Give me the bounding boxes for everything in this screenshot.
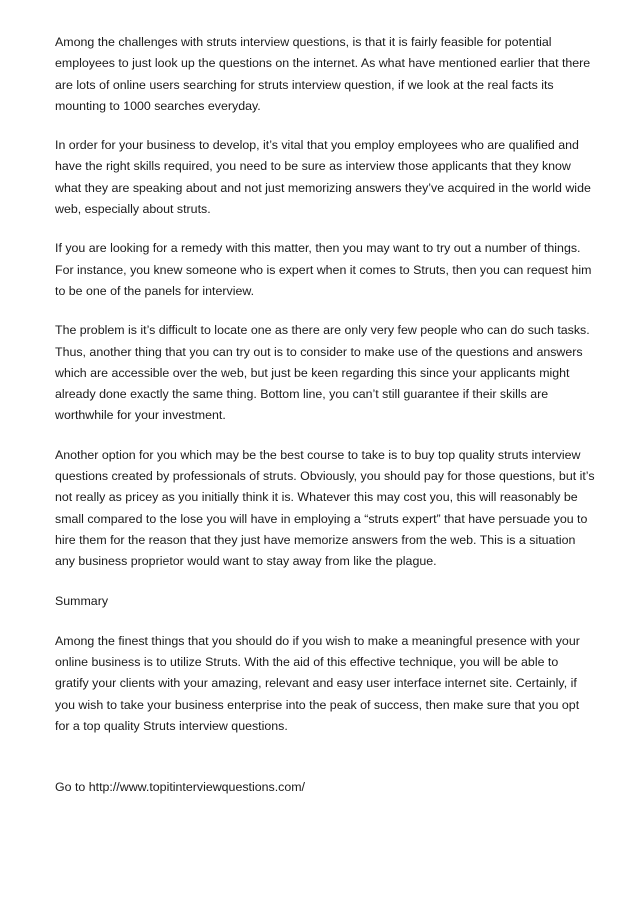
footer-link-text: Go to http://www.topitinterviewquestions.com/ [55, 780, 305, 795]
paragraph-2: In order for your business to develop, it’s vital that you employ employees who are qualified and have the right skills required, you need to be sure as interview those applicants that they know what they are speaking about and not just memorizing answers they’ve acquired in the world wide web, especially about struts. [55, 138, 591, 217]
paragraph-4: The problem is it’s difficult to locate one as there are only very few people who can do such tasks. Thus, another thing that you can try out is to consider to make use of the questions and answers which are accessible over the web, but just be keen regarding this since your applicants might already done exactly the same thing. Bottom line, you can’t still guarantee if their skills are worthwhile for your investment. [55, 323, 590, 423]
document-page [55, 32, 595, 817]
summary-heading: Summary [55, 593, 109, 608]
paragraph-1: Among the challenges with struts interview questions, is that it is fairly feasible for potential employees to just look up the questions on the internet. As what have mentioned earlier that there are lots of online users searching for struts interview question, if we look at the real facts its mounting to 1000 searches everyday. [55, 35, 591, 113]
paragraph-3: If you are looking for a remedy with this matter, then you may want to try out a number of things. For instance, you knew someone who is expert when it comes to Struts, then you can request him to be one of the panels for interview. [55, 241, 592, 298]
paragraph-5: Another option for you which may be the best course to take is to buy top quality struts interview questions created by professionals of struts. Obviously, you should pay for those questions, but it’s not really as pricey as you initially think it is. Whatever this may cost you, this will reasonably be small compared to the lose you will have in employing a “struts expert” that have persuade you to hire them for the reason that they just have memorize answers from the web. This is a situation any business proprietor would want to stay away from like the plague. [55, 447, 595, 569]
summary-paragraph: Among the finest things that you should do if you wish to make a meaningful presence with your online business is to utilize Struts. With the aid of this effective technique, you will be able to gratify your clients with your amazing, relevant and easy user interface internet site. Certainly, if you wish to take your business enterprise into the peak of success, then make sure that you opt for a top quality Struts interview questions. [55, 633, 580, 734]
